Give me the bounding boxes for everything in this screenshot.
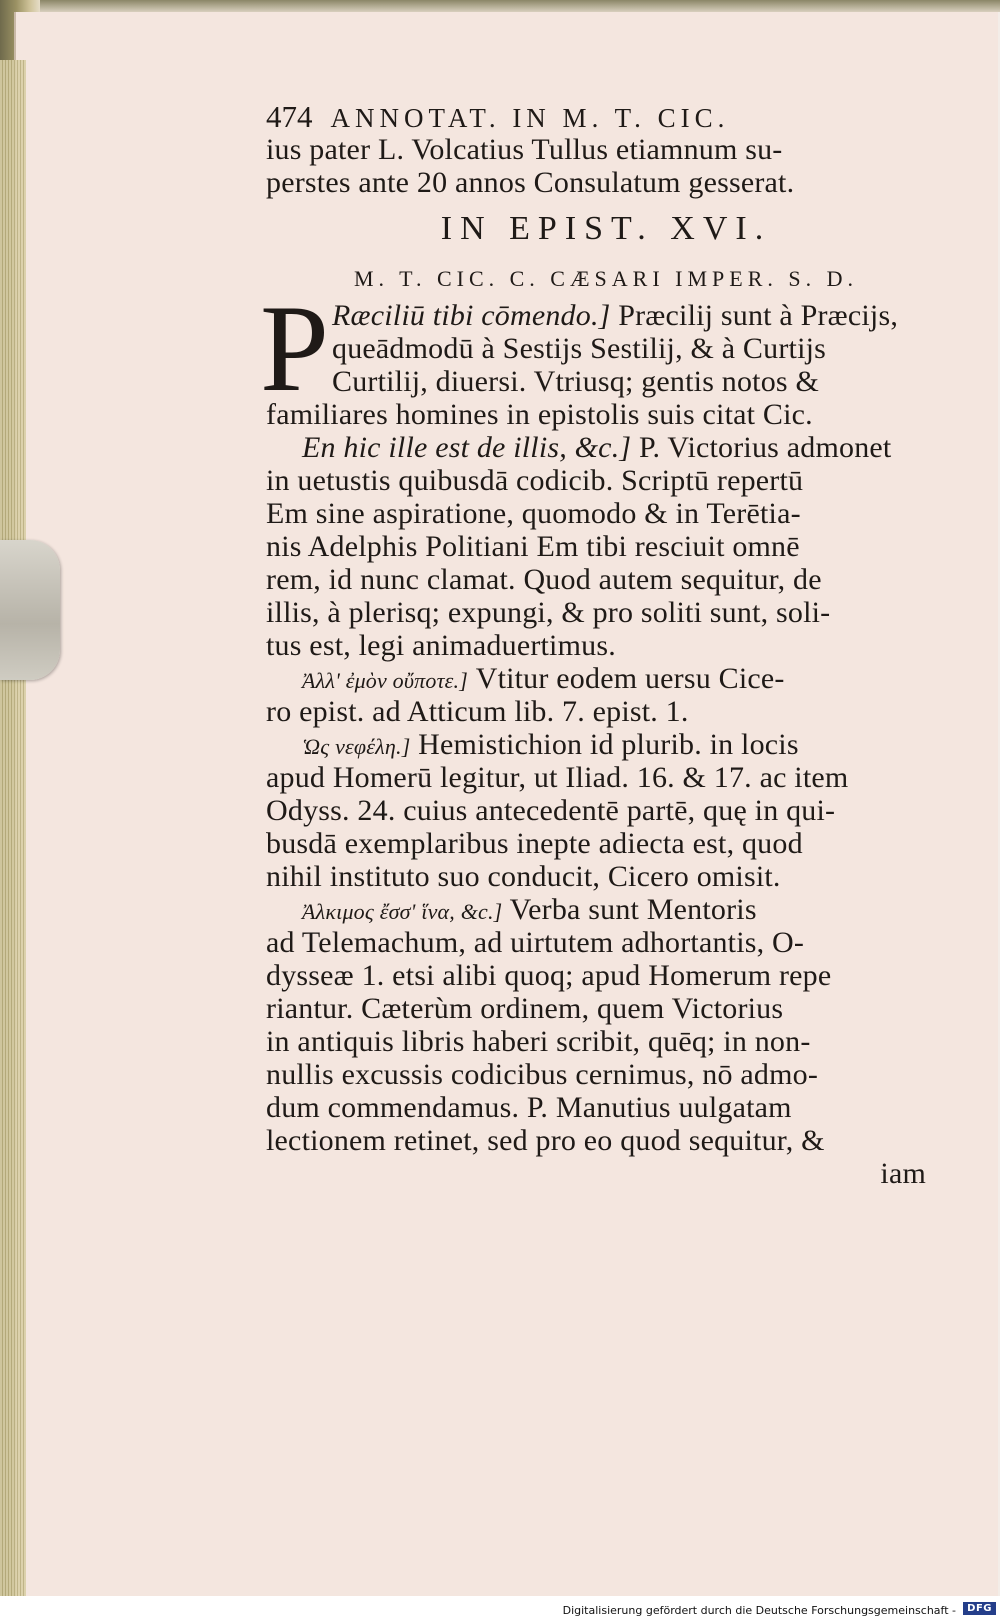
text-line: nullis excussis codicibus cernimus, nō admo- — [266, 1058, 819, 1091]
text-line: dysseæ 1. etsi alibi quoq; apud Homerum repe — [266, 959, 832, 992]
text-line: Odyss. 24. cuius antecedentē partē, quę in qui- — [266, 794, 836, 827]
text-line — [266, 893, 946, 926]
paragraph — [266, 662, 946, 728]
text-line: Em sine aspiratione, quomodo & in Terētia- — [266, 497, 801, 530]
text-line: nihil instituto suo conducit, Cicero omisit. — [266, 860, 781, 893]
paragraph — [266, 431, 946, 662]
text-line: apud Homerū legitur, ut Iliad. 16. & 17. ac item — [266, 761, 849, 794]
text-line: dum commendamus. P. Manutius uulgatam — [266, 1091, 792, 1124]
page-text — [260, 99, 946, 1190]
line-text: Verba sunt Mentoris — [502, 893, 757, 926]
letter-address: M. T. CIC. C. CÆSARI IMPER. S. D. — [353, 266, 859, 291]
text-line — [266, 299, 946, 332]
text-line: in antiquis libris haberi scribit, quēq; in non- — [266, 1025, 811, 1058]
page-clip — [0, 540, 60, 680]
text-line — [266, 728, 946, 761]
text-line: Curtilij, diuersi. Vtriusq; gentis notos & — [332, 365, 820, 398]
text-line: queādmodū à Sestijs Sestilij, & à Curtijs — [332, 332, 827, 365]
dfg-logo: DFG — [963, 1602, 996, 1615]
scan-top-edge — [0, 0, 1000, 12]
paragraph — [260, 280, 946, 431]
drop-capital: P — [260, 280, 329, 417]
text-line — [266, 662, 946, 695]
catchword: iam — [880, 1157, 926, 1190]
text-line: nis Adelphis Politiani Em tibi resciuit omnē — [266, 530, 800, 563]
text-line: ius pater L. Volcatius Tullus etiamnum su- — [266, 133, 783, 166]
lemma: Ἀλλ' ἐμὸν οὔποτε.] — [302, 668, 469, 693]
text-line: familiares homines in epistolis suis citat Cic. — [266, 398, 813, 431]
lemma: Ἀλκιμος ἔσσ' ἵνα, &c.] — [302, 899, 503, 924]
line-text: P. Victorius admonet — [631, 431, 892, 464]
text-line: perstes ante 20 annos Consulatum gesserat. — [266, 166, 795, 199]
line-text: Præcilij sunt à Præcijs, — [610, 299, 899, 332]
line-text: Hemistichion id plurib. in locis — [410, 728, 799, 761]
lemma: En hic ille est de illis, &c.] — [302, 431, 632, 464]
text-line: ad Telemachum, ad uirtutem adhortantis, O- — [266, 926, 805, 959]
lemma: Ræciliū tibi cōmendo.] — [332, 299, 611, 332]
digitization-footer — [0, 1596, 1000, 1624]
funding-credit: Digitalisierung gefördert durch die Deutsche Forschungsgemeinschaft - — [562, 1604, 956, 1617]
paragraph — [266, 893, 946, 1157]
paragraph — [266, 728, 946, 893]
text-line: in uetustis quibusdā codicib. Scriptū repertū — [266, 464, 804, 497]
text-line: ro epist. ad Atticum lib. 7. epist. 1. — [266, 695, 689, 728]
page-edges — [0, 60, 26, 1596]
text-line: busdā exemplaribus inepte adiecta est, quod — [266, 827, 803, 860]
running-title: ANNOTAT. IN M. T. CIC. — [330, 103, 730, 133]
section-heading: IN EPIST. XVI. — [440, 210, 772, 247]
text-line: tus est, legi animaduertimus. — [266, 629, 616, 662]
line-text: Vtitur eodem uersu Cice- — [468, 662, 785, 695]
page-number: 474 — [266, 99, 313, 134]
lemma: Ὡς νεφέλη.] — [302, 734, 411, 759]
text-line: illis, à plerisq; expungi, & pro soliti sunt, soli- — [266, 596, 831, 629]
text-line: rem, id nunc clamat. Quod autem sequitur, de — [266, 563, 822, 596]
text-line — [266, 431, 946, 464]
running-head — [266, 100, 946, 133]
text-line: riantur. Cæterùm ordinem, quem Victorius — [266, 992, 784, 1025]
text-line: lectionem retinet, sed pro eo quod sequitur, & — [266, 1124, 825, 1157]
